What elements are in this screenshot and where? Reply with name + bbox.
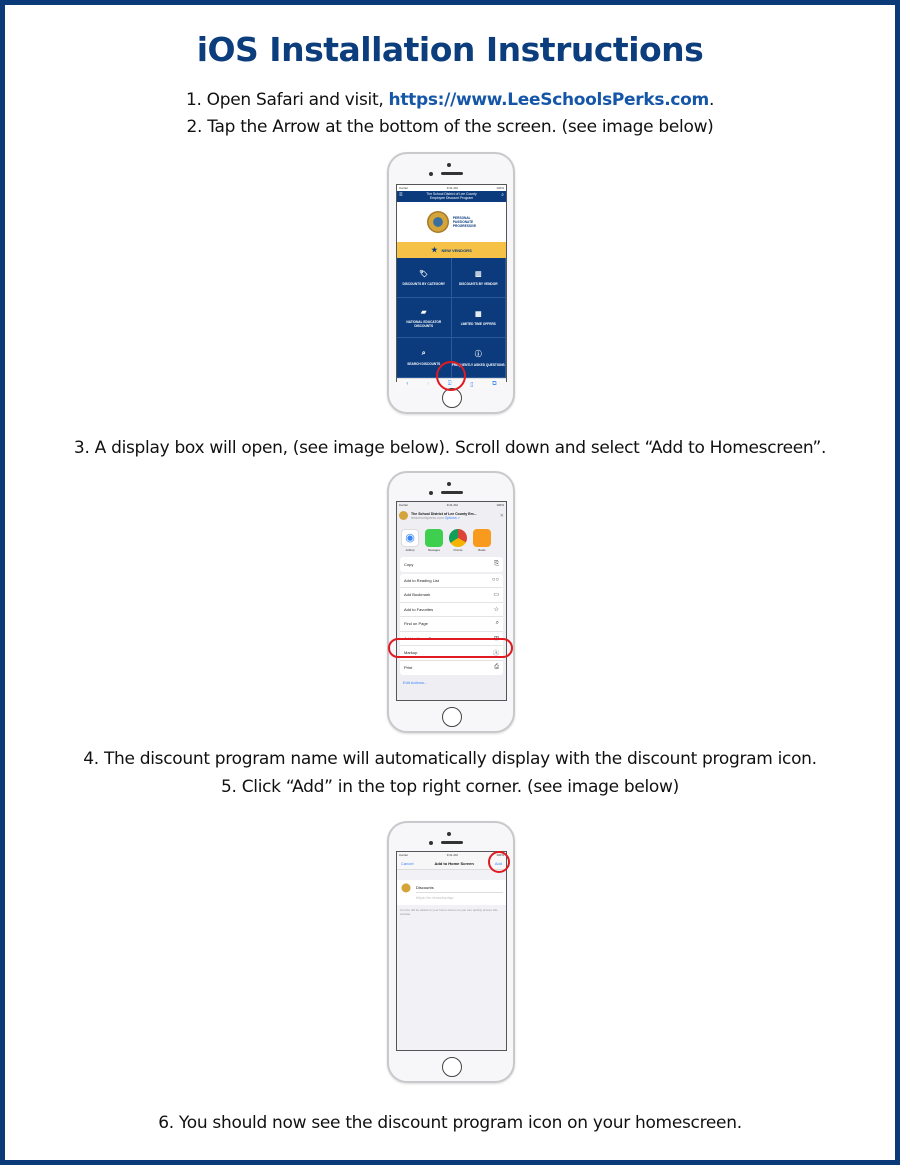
menu-label: Markup xyxy=(404,650,418,656)
tagline xyxy=(453,216,476,228)
chrome-icon xyxy=(449,529,467,547)
new-vendors-banner[interactable] xyxy=(397,242,506,258)
phone-screen xyxy=(396,184,507,388)
menu-label: Add Bookmark xyxy=(404,592,431,598)
books-icon xyxy=(473,529,491,547)
time: 9:41 AM xyxy=(446,186,458,190)
close-icon[interactable]: ✕ xyxy=(499,512,504,519)
phone-screen xyxy=(396,501,507,701)
logo-area xyxy=(397,202,506,242)
plus-square-icon: ⊞ xyxy=(493,635,499,642)
phone-screen xyxy=(396,851,507,1051)
book-icon: ▰ xyxy=(421,308,427,316)
step-2: 2. Tap the Arrow at the bottom of the screen. (see image below) xyxy=(186,117,714,137)
name-field[interactable]: Discounts xyxy=(416,883,503,893)
menu-label: Copy xyxy=(404,561,414,567)
site-url: leeschoolsperks.com xyxy=(411,515,444,520)
menu-item-copy[interactable] xyxy=(400,557,503,572)
battery: 100% xyxy=(496,503,504,507)
app-label: AirDrop xyxy=(405,549,415,552)
tile-label: DISCOUNTS BY VENDOR xyxy=(458,281,498,286)
menu-item-reading-list[interactable] xyxy=(400,574,503,589)
glasses-icon: ○○ xyxy=(491,577,499,584)
helper-note: An icon will be added to your home screen so you can quickly access this website. xyxy=(400,908,498,916)
step-1-text: 1. Open Safari and visit, xyxy=(185,90,389,110)
step-4: 4. The discount program name will automatically display with the discount program icon. xyxy=(83,749,817,769)
speaker xyxy=(441,172,463,175)
speaker xyxy=(441,491,463,494)
time: 9:41 AM xyxy=(446,503,458,507)
tagline-3: PROGRESSIVE xyxy=(452,224,477,228)
airdrop-icon: ◉ xyxy=(401,529,419,547)
tile-limited[interactable] xyxy=(452,298,507,338)
tile-category[interactable] xyxy=(397,258,452,298)
home-button xyxy=(442,1057,462,1077)
tile-national[interactable] xyxy=(397,298,452,338)
app-books[interactable] xyxy=(473,529,491,552)
star-icon: ☆ xyxy=(493,606,499,613)
back-icon[interactable]: ‹ xyxy=(406,381,409,387)
bookmarks-icon[interactable]: ▯ xyxy=(470,381,474,388)
step-3: 3. A display box will open, (see image below). Scroll down and select “Add to Homescreen”. xyxy=(73,438,827,458)
app-chrome[interactable] xyxy=(449,529,467,552)
app-icon-preview xyxy=(400,883,412,897)
bookmark-form xyxy=(397,880,506,905)
menu-item-print[interactable] xyxy=(400,661,503,676)
menu-item-find[interactable] xyxy=(400,617,503,632)
phone-mockup-share-sheet xyxy=(387,471,515,733)
home-button xyxy=(442,388,462,408)
book-icon: ▭ xyxy=(493,592,499,599)
markup-icon: Ⓐ xyxy=(492,651,499,658)
header-line-2: Employee Discount Program xyxy=(429,196,474,200)
new-vendors-label: NEW VENDORS xyxy=(441,247,472,253)
forward-icon[interactable]: › xyxy=(427,381,430,387)
actions-menu xyxy=(400,574,503,676)
menu-label: Add to Home Screen xyxy=(404,635,442,641)
carrier: Carrier xyxy=(399,853,409,857)
menu-item-bookmark[interactable] xyxy=(400,588,503,603)
search-icon[interactable]: ⌕ xyxy=(501,192,504,198)
tagline-2: PASSIONATE xyxy=(452,220,474,224)
camera-dot xyxy=(447,163,451,167)
app-airdrop[interactable] xyxy=(401,529,419,552)
menu-item-favorites[interactable] xyxy=(400,603,503,618)
carrier: Carrier xyxy=(399,186,409,190)
add-button[interactable]: Add xyxy=(494,861,502,866)
tabs-icon[interactable]: ⧉ xyxy=(492,380,497,387)
menu-icon[interactable]: ≡ xyxy=(399,192,403,198)
step-5: 5. Click “Add” in the top right corner. (see image below) xyxy=(221,777,679,797)
app-messages[interactable] xyxy=(425,529,443,552)
camera-dot xyxy=(447,482,451,486)
info-icon: ⓘ xyxy=(474,350,482,358)
menu-label: Add to Reading List xyxy=(404,577,439,583)
site-icon xyxy=(399,511,408,520)
printer-icon: ⎙ xyxy=(494,664,499,671)
edit-actions-link[interactable]: Edit Actions... xyxy=(403,680,428,685)
page-title: iOS Installation Instructions xyxy=(196,30,704,69)
front-camera xyxy=(429,172,433,176)
app-label: Books xyxy=(478,549,486,552)
calendar-icon: ▦ xyxy=(474,310,482,318)
messages-icon xyxy=(425,529,443,547)
tag-icon: 🏷 xyxy=(419,270,429,278)
nav-title: Add to Home Screen xyxy=(434,861,474,866)
front-camera xyxy=(429,491,433,495)
menu-label: Add to Favorites xyxy=(404,606,434,612)
time: 9:41 AM xyxy=(446,853,458,857)
tagline-1: PERSONAL xyxy=(452,216,471,220)
tile-label: SEARCH DISCOUNTS xyxy=(407,361,441,366)
search-icon: ⌕ xyxy=(495,620,499,627)
step-1-period: . xyxy=(708,90,715,110)
share-sheet-header xyxy=(397,508,506,523)
add-button-highlight xyxy=(488,851,510,873)
url-field: https://m.leeschoolsp xyxy=(416,895,454,900)
options-link[interactable]: Options > xyxy=(444,515,460,520)
copy-group xyxy=(400,557,503,572)
carrier: Carrier xyxy=(399,503,409,507)
tile-label: DISCOUNTS BY CATEGORY xyxy=(402,281,446,286)
building-icon: ▥ xyxy=(474,270,482,278)
cancel-button[interactable]: Cancel xyxy=(401,861,414,866)
site-title: The School District of Lee County Em... xyxy=(411,511,477,516)
app-label: Chrome xyxy=(453,549,463,552)
battery: 100% xyxy=(496,186,504,190)
tile-label: FREQUENTLY ASKED QUESTIONS xyxy=(451,362,505,367)
tile-label: LIMITED TIME OFFERS xyxy=(460,321,496,326)
speaker xyxy=(441,841,463,844)
battery: 100% xyxy=(496,853,504,857)
front-camera xyxy=(429,841,433,845)
camera-dot xyxy=(447,832,451,836)
share-icon[interactable]: ⍐ xyxy=(447,380,452,387)
tile-grid xyxy=(397,258,506,378)
header-line-1: The School District of Lee County xyxy=(426,192,477,196)
tile-vendor[interactable] xyxy=(452,258,507,298)
menu-label: Find on Page xyxy=(404,621,428,627)
add-home-highlight xyxy=(388,635,513,658)
copy-icon: ⎘ xyxy=(494,560,499,567)
menu-label: Print xyxy=(404,665,413,671)
site-header xyxy=(397,191,506,202)
step-1 xyxy=(0,90,900,110)
search-icon: ⌕ xyxy=(421,349,426,357)
app-label: Messages xyxy=(428,549,440,552)
site-link[interactable]: https://www.LeeSchoolsPerks.com xyxy=(388,90,709,110)
share-apps-row xyxy=(397,523,506,555)
tile-label: NATIONAL EDUCATOR DISCOUNTS xyxy=(406,319,442,328)
star-icon: ★ xyxy=(431,247,438,254)
district-seal xyxy=(427,211,449,233)
step-6: 6. You should now see the discount program icon on your homescreen. xyxy=(158,1113,742,1133)
home-button xyxy=(442,707,462,727)
share-highlight-circle xyxy=(436,361,466,391)
